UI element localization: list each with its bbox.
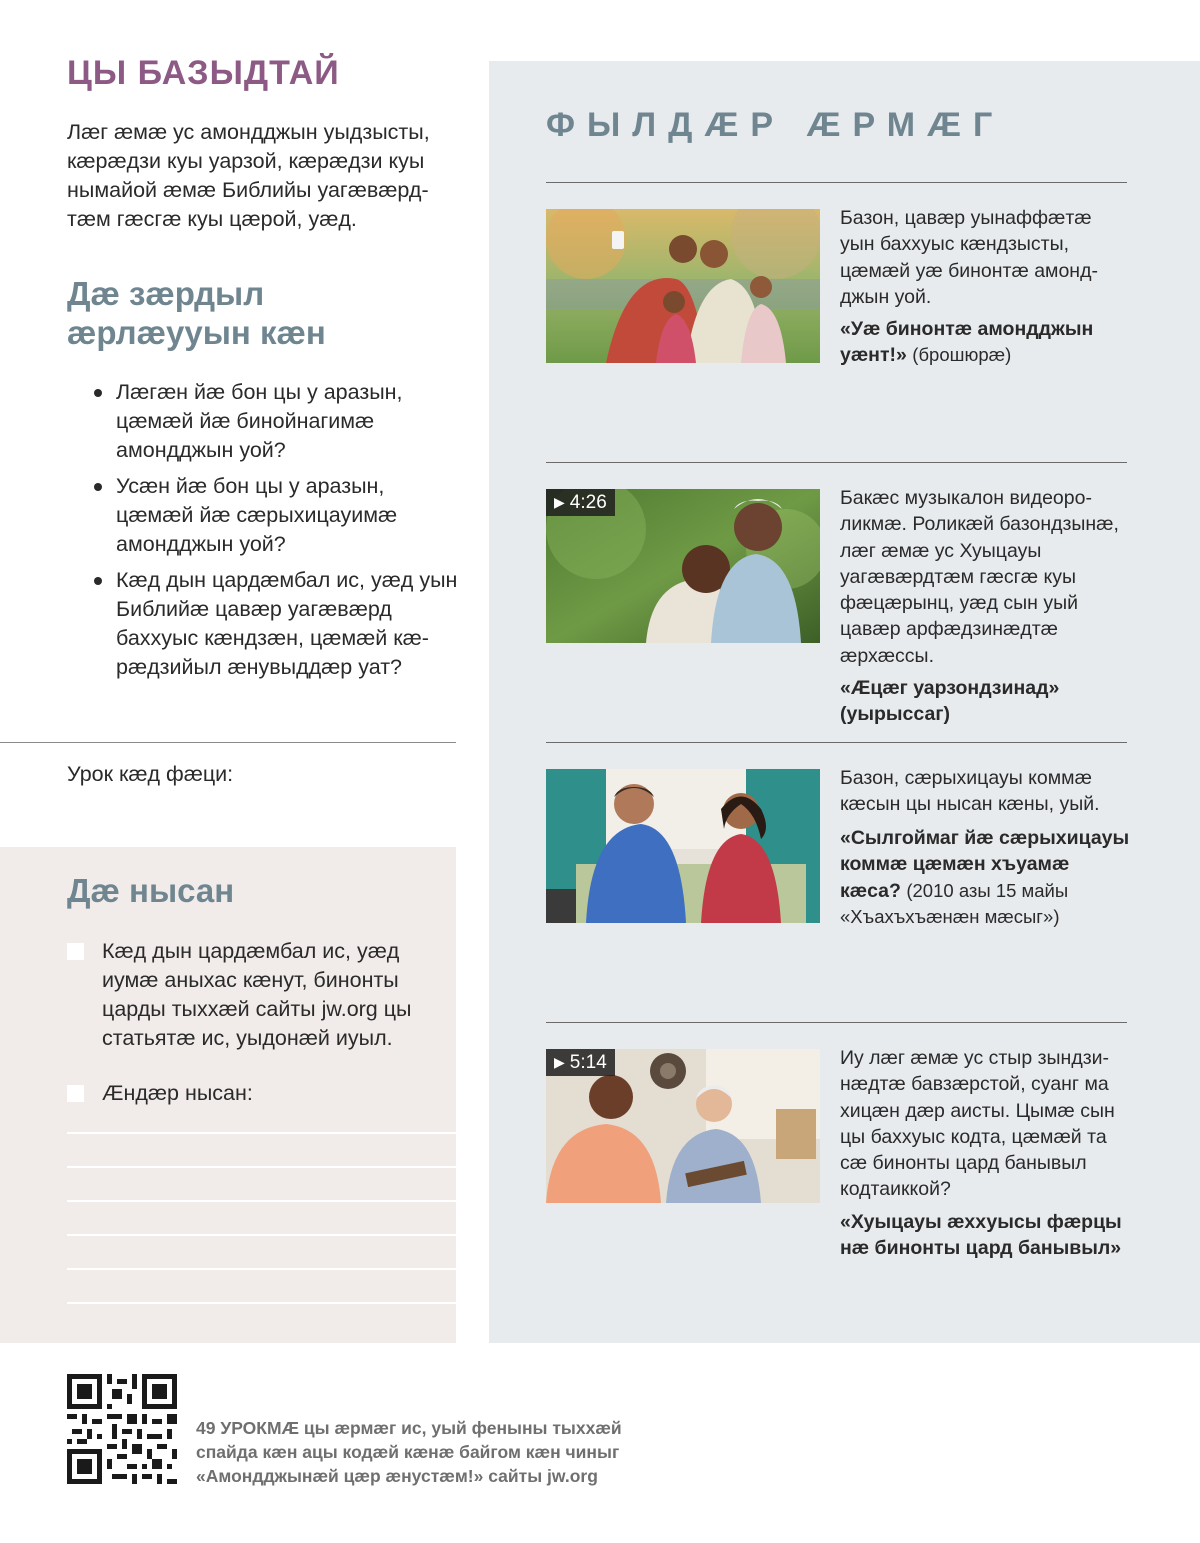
video-duration-badge — [546, 489, 615, 516]
write-line[interactable] — [67, 1268, 456, 1270]
goal-item — [67, 1079, 447, 1108]
goal-item-text: Æндæр нысан: — [102, 1081, 253, 1105]
goal-item-text: Кæд дын цардæмбал ис, уæд иумæ аныхас кæнут, бинонты царды тыххæй сайты jw.org цы статьятæ ис, уыдонæй иуыл. — [102, 939, 412, 1050]
play-icon: ▶ — [554, 494, 565, 510]
review-question: Усæн йæ бон цы у аразын, цæмæй йæ сæрыхицауимæ амондджын уой? — [92, 472, 462, 559]
footer-line: спайда кæн ацы кодæй кæнæ байгом кæн чиныг — [196, 1442, 620, 1462]
family-selfie-photo[interactable] — [546, 209, 820, 363]
explore-item-ref[interactable] — [840, 825, 1135, 930]
goal-title: Дæ нысан — [67, 872, 235, 909]
ref-title: «Æцæг уарзондзинад» — [840, 677, 1060, 699]
section-divider — [546, 462, 1127, 463]
review-list — [92, 378, 462, 689]
write-line[interactable] — [67, 1302, 456, 1304]
ref-note: (уырыссаг) — [840, 703, 950, 726]
section-divider — [546, 742, 1127, 743]
video-duration: 4:26 — [569, 492, 607, 513]
play-icon: ▶ — [554, 1054, 565, 1070]
qr-code-icon[interactable] — [67, 1374, 177, 1484]
goal-checkbox[interactable] — [67, 1085, 84, 1102]
explore-item-text: Базон, цавæр уынаффæтæ уын баххуыс кæндзысты, цæмæй уæ бинонтæ амондджын уой. — [840, 207, 1098, 308]
footer-line: 49 УРОКМÆ цы æрмæг ис, уый феныны тыххæй — [196, 1418, 622, 1438]
explore-title: ФЫЛДÆР ÆРМÆГ — [546, 106, 1005, 144]
ref-note: (брошюрæ) — [912, 344, 1012, 366]
section-divider — [546, 1022, 1127, 1023]
video-duration: 5:14 — [569, 1052, 607, 1073]
write-line[interactable] — [67, 1166, 456, 1168]
summary-title: ЦЫ БАЗЫДТАЙ — [67, 54, 340, 92]
goal-checkbox[interactable] — [67, 943, 84, 960]
explore-item-text: Бакæс музыкалон видеороликмæ. Роликæй базондзынæ, лæг æмæ ус Хуыцауы уагæвæрдтæм гæсгæ куы фæцæрынц, уæд сын уый цавæр арфæдзинæдтæ æрхæссы. — [840, 487, 1119, 667]
write-line[interactable] — [67, 1200, 456, 1202]
footer-line: «Амондджынæй цæр æнустæм!» сайты jw.org — [196, 1466, 598, 1486]
footer-text — [196, 1416, 696, 1488]
explore-item-ref[interactable] — [840, 675, 1135, 728]
explore-item-ref[interactable] — [840, 1209, 1135, 1262]
section-divider — [546, 182, 1127, 183]
lesson-date-label: Урок кæд фæци: — [67, 762, 234, 786]
elderly-couple-embrace-photo[interactable] — [546, 489, 820, 643]
explore-item-text: Иу лæг æмæ ус стыр зындзинæдтæ бавзæрстой, суанг ма хицæн дæр аисты. Цымæ сын цы баххуыс кодта, цæмæй та сæ бинонты цард банывыл кодтаиккой? — [840, 1047, 1115, 1201]
ref-title: «Сылгоймаг йæ сæрыхицауы коммæ цæмæн хъуамæ кæса? — [840, 827, 1130, 902]
ref-title: «Хуыцауы æххуысы фæрцы нæ бинонты цард банывыл» — [840, 1211, 1122, 1260]
review-title: Дæ зæрдыл æрлæууын кæн — [67, 275, 326, 351]
couple-reading-bible-photo[interactable] — [546, 1049, 820, 1203]
explore-item-ref[interactable] — [840, 316, 1135, 369]
review-question: Кæд дын цардæмбал ис, уæд уын Библийæ цавæр уагæвæрд баххуыс кæндзæн, цæмæй кæрæдзийыл æнувыддæр уат? — [92, 566, 462, 682]
couple-talking-photo[interactable] — [546, 769, 820, 923]
section-divider — [0, 742, 456, 743]
summary-text: Лæг æмæ ус амондджын уыдзысты, кæрæдзи куы уарзой, кæрæдзи куы нымайой æмæ Библийы уагæвæрдтæм гæсгæ куы цæрой, уæд. — [67, 120, 430, 231]
goal-item — [67, 937, 447, 1053]
review-question: Лæгæн йæ бон цы у аразын, цæмæй йæ бинойнагимæ амондджын уой? — [92, 378, 462, 465]
write-line[interactable] — [67, 1234, 456, 1236]
ref-title: «Уæ бинонтæ амондджын уæнт!» — [840, 318, 1094, 367]
ref-note: (2010 азы 15 майы «Хъахъхъæнæн мæсыг») — [840, 879, 1069, 927]
write-line[interactable] — [67, 1132, 456, 1134]
video-duration-badge — [546, 1049, 615, 1076]
explore-item-text: Базон, сæрыхицауы коммæ кæсын цы нысан кæны, уый. — [840, 767, 1100, 816]
